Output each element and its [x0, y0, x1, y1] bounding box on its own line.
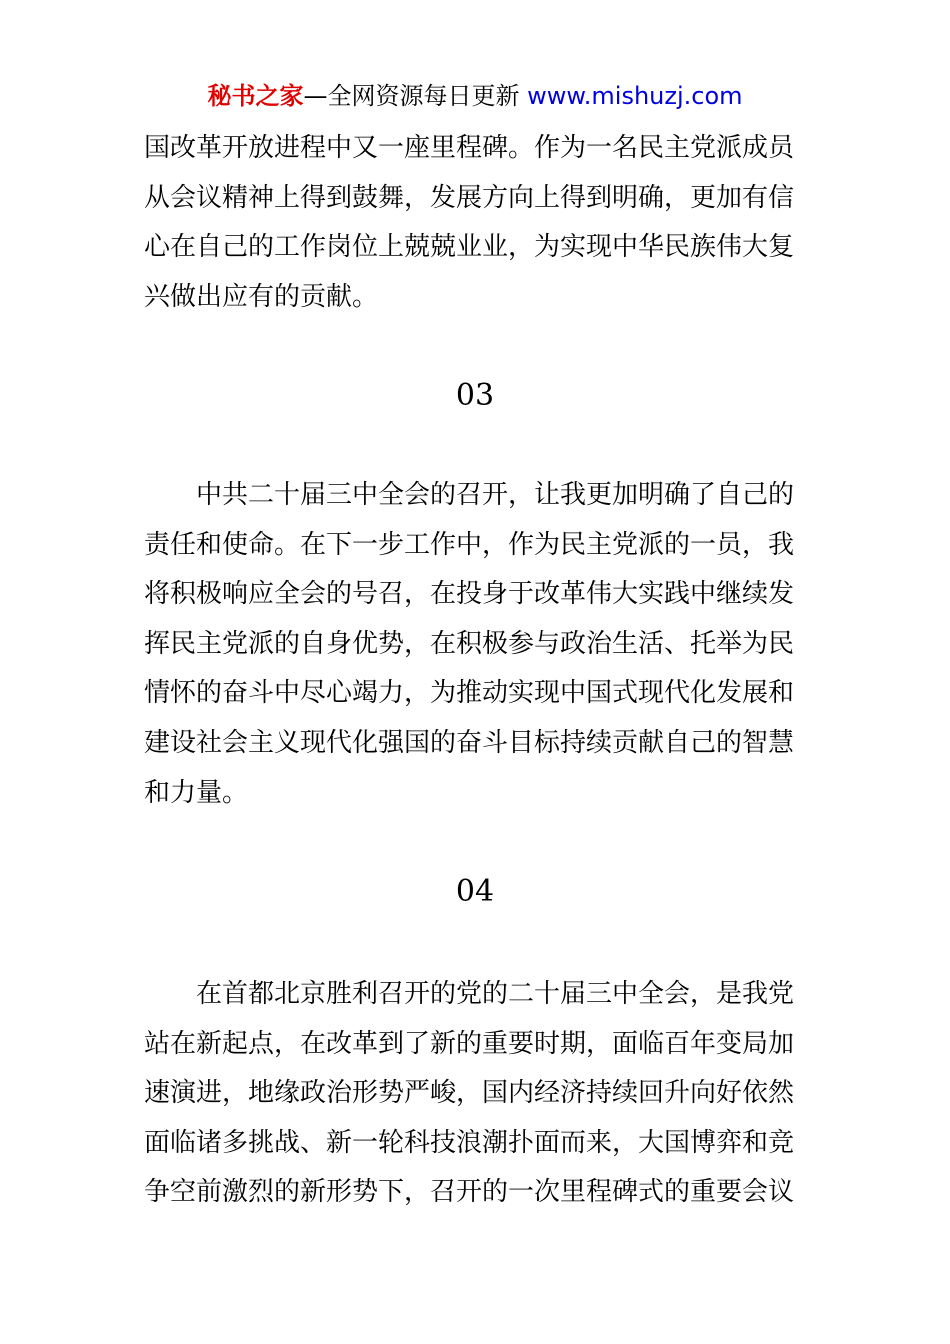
paragraph-line: 面临诸多挑战、新一轮科技浪潮扑面而来，大国博弈和竞	[144, 1127, 795, 1158]
site-tagline: —全网资源每日更新	[303, 82, 528, 110]
paragraph-line: 从会议精神上得到鼓舞，发展方向上得到明确，更加有信	[144, 182, 795, 213]
paragraph-line: 和力量。	[144, 777, 249, 808]
paragraph-line: 站在新起点，在改革到了新的重要时期，面临百年变局加	[144, 1028, 795, 1059]
section-number-04: 04	[455, 874, 495, 909]
paragraph-line: 挥民主党派的自身优势，在积极参与政治生活、托举为民	[144, 628, 795, 659]
paragraph-line: 心在自己的工作岗位上兢兢业业，为实现中华民族伟大复	[144, 232, 795, 263]
site-brand: 秘书之家	[207, 82, 304, 110]
paragraph-line: 兴做出应有的贡献。	[144, 281, 379, 312]
paragraph-line: 速演进，地缘政治形势严峻，国内经济持续回升向好依然	[144, 1078, 795, 1109]
paragraph-line: 国改革开放进程中又一座里程碑。作为一名民主党派成员	[144, 133, 795, 163]
paragraph-section-03	[144, 471, 808, 818]
section-number-03: 03	[455, 378, 495, 413]
paragraph-line: 情怀的奋斗中尽心竭力，为推动实现中国式现代化发展和	[144, 678, 795, 709]
paragraph-section-04	[144, 970, 808, 1218]
paragraph-line: 中共二十届三中全会的召开，让我更加明确了自己的	[196, 480, 795, 510]
paragraph-line: 建设社会主义现代化强国的奋斗目标持续贡献自己的智慧	[144, 727, 795, 758]
site-header	[0, 80, 950, 112]
paragraph-line: 责任和使命。在下一步工作中，作为民主党派的一员，我	[144, 529, 795, 560]
paragraph-line: 将积极响应全会的号召，在投身于改革伟大实践中继续发	[144, 579, 795, 610]
site-url-link[interactable]: www.mishuzj.com	[527, 82, 743, 110]
paragraph-line: 争空前激烈的新形势下，召开的一次里程碑式的重要会议	[144, 1177, 795, 1208]
paragraph-line: 在首都北京胜利召开的党的二十届三中全会，是我党	[196, 979, 795, 1009]
paragraph-continued	[144, 124, 808, 322]
